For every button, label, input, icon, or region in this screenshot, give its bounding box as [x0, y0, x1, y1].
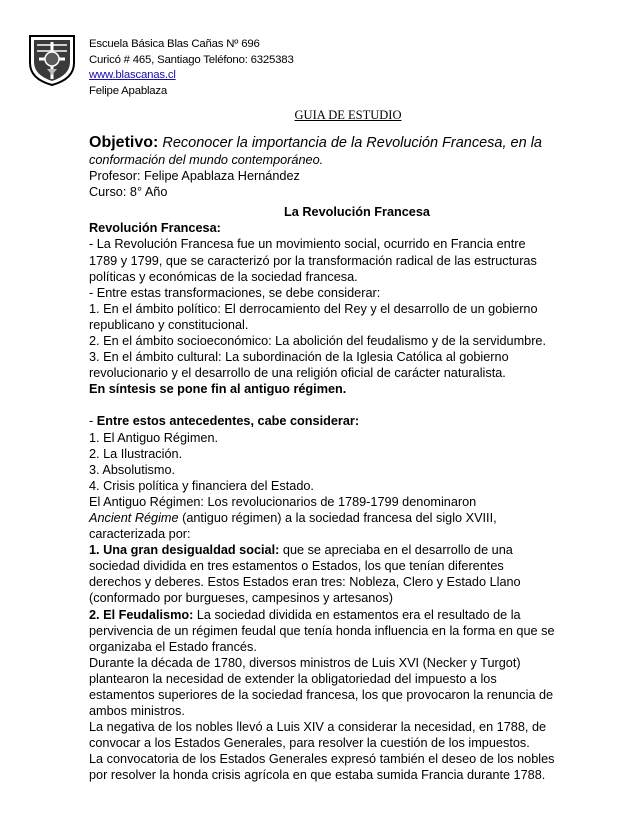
school-website-link[interactable]: www.blascanas.cl	[89, 69, 176, 81]
caracterizada-line: caracterizada por:	[89, 527, 191, 542]
antecedente-item: 4. Crisis política y financiera del Estado.	[89, 478, 314, 493]
item2-line: plantearon la necesidad de extender la obligatoriedad del impuesto a los	[89, 671, 497, 686]
antecedente-item: 2. La Ilustración.	[89, 446, 183, 461]
objetivo-label: Objetivo:	[89, 134, 159, 151]
antecedentes-heading-line: - Entre estos antecedentes, cabe considerar:	[89, 414, 360, 429]
item2-heading-line: 2. El Feudalismo: La sociedad dividida en estamentos era el resultado de la	[89, 607, 521, 622]
school-address: Curicó # 465, Santiago Teléfono: 6325383	[89, 53, 294, 66]
antecedente-item: 1. El Antiguo Régimen.	[89, 430, 219, 445]
item2-heading: 2. El Feudalismo:	[89, 607, 194, 622]
item1-line: (conformado por burgueses, campesinos y artesanos)	[89, 591, 393, 606]
item1-line: sociedad dividida en tres estamentos o Estados, los que tenían diferentes	[89, 559, 504, 574]
p1-line: 1789 y 1799, que se caracterizó por la transformación radical de las estructuras	[89, 253, 537, 268]
school-name: Escuela Básica Blas Cañas Nº 696	[89, 38, 260, 50]
p1-line: - Entre estas transformaciones, se debe considerar:	[89, 285, 381, 300]
letterhead	[89, 37, 294, 99]
objetivo-text-2-line	[89, 152, 589, 168]
item2-line: ambos ministros.	[89, 704, 185, 719]
item2-line: La negativa de los nobles llevó a Luis XIV a considerar la necesidad, en 1788, de	[89, 720, 547, 735]
ancient-regime-line: Ancient Régime (antiguo régimen) a la sociedad francesa del siglo XVIII,	[89, 510, 497, 525]
item2-line: La convocatoria de los Estados Generales expresó también el deseo de los nobles	[89, 752, 555, 767]
guia-title-row	[0, 106, 638, 124]
letterhead-author: Felipe Apablaza	[89, 84, 168, 97]
objetivo-text-1: Reconocer la importancia de la Revolución Francesa, en la	[158, 135, 542, 151]
p1-line: - La Revolución Francesa fue un movimiento social, ocurrido en Francia entre	[89, 237, 526, 252]
p1-line: revolucionario y el desarrollo de una religión oficial de carácter naturalista.	[89, 366, 506, 381]
p1-line: 1. En el ámbito político: El derrocamiento del Rey y el desarrollo de un gobierno	[89, 301, 538, 316]
antecedentes-heading: Entre estos antecedentes, cabe considerar:	[96, 414, 360, 429]
item2-line: estamentos superiores de la sociedad francesa, los que provocaron la renuncia de	[89, 688, 554, 702]
item2-line: convocar a los Estados Generales, para resolver la cuestión de los impuestos.	[89, 736, 530, 751]
objetivo-line	[89, 134, 589, 152]
profesor-line: Profesor: Felipe Apablaza Hernández	[89, 169, 300, 184]
p1-line: políticas y económicas de la sociedad francesa.	[89, 269, 358, 284]
objetivo-text-2: conformación del mundo contemporáneo.	[89, 153, 324, 167]
section-heading: Revolución Francesa:	[89, 221, 221, 236]
p1-line: 3. En el ámbito cultural: La subordinación de la Iglesia Católica al gobierno	[89, 350, 509, 365]
item2-line: organizaba el Estado francés.	[89, 639, 257, 654]
item2-line: por resolver la honda crisis agrícola en que estaba sumida Francia durante 1788.	[89, 768, 546, 783]
sintesis-line: En síntesis se pone fin al antiguo régimen.	[89, 382, 347, 397]
school-logo	[27, 33, 77, 87]
antecedente-item: 3. Absolutismo.	[89, 462, 176, 477]
item1-heading-line: 1. Una gran desigualdad social: que se apreciaba en el desarrollo de una	[89, 543, 513, 558]
item1-heading: 1. Una gran desigualdad social:	[89, 543, 280, 558]
p1-line: 2. En el ámbito socioeconómico: La abolición del feudalismo y de la servidumbre.	[89, 334, 546, 349]
antiguo-regimen-line: El Antiguo Régimen: Los revolucionarios de 1789-1799 denominaron	[89, 494, 477, 509]
item2-line: Durante la década de 1780, diversos ministros de Luis XVI (Necker y Turgot)	[89, 655, 521, 670]
curso-line: Curso: 8° Año	[89, 185, 168, 200]
item2-line: pervivencia de un régimen feudal que tenía honda influencia en la forma en que se	[89, 623, 555, 638]
item1-line: derechos y deberes. Estos Estados eran tres: Nobleza, Clero y Estado Llano	[89, 575, 521, 590]
main-title: La Revolución Francesa	[284, 205, 430, 220]
p1-line: republicano y constitucional.	[89, 317, 249, 332]
document-body	[89, 134, 589, 784]
guia-title: GUIA DE ESTUDIO	[294, 108, 402, 122]
ancient-regime-term: Ancient Régime	[89, 510, 179, 525]
